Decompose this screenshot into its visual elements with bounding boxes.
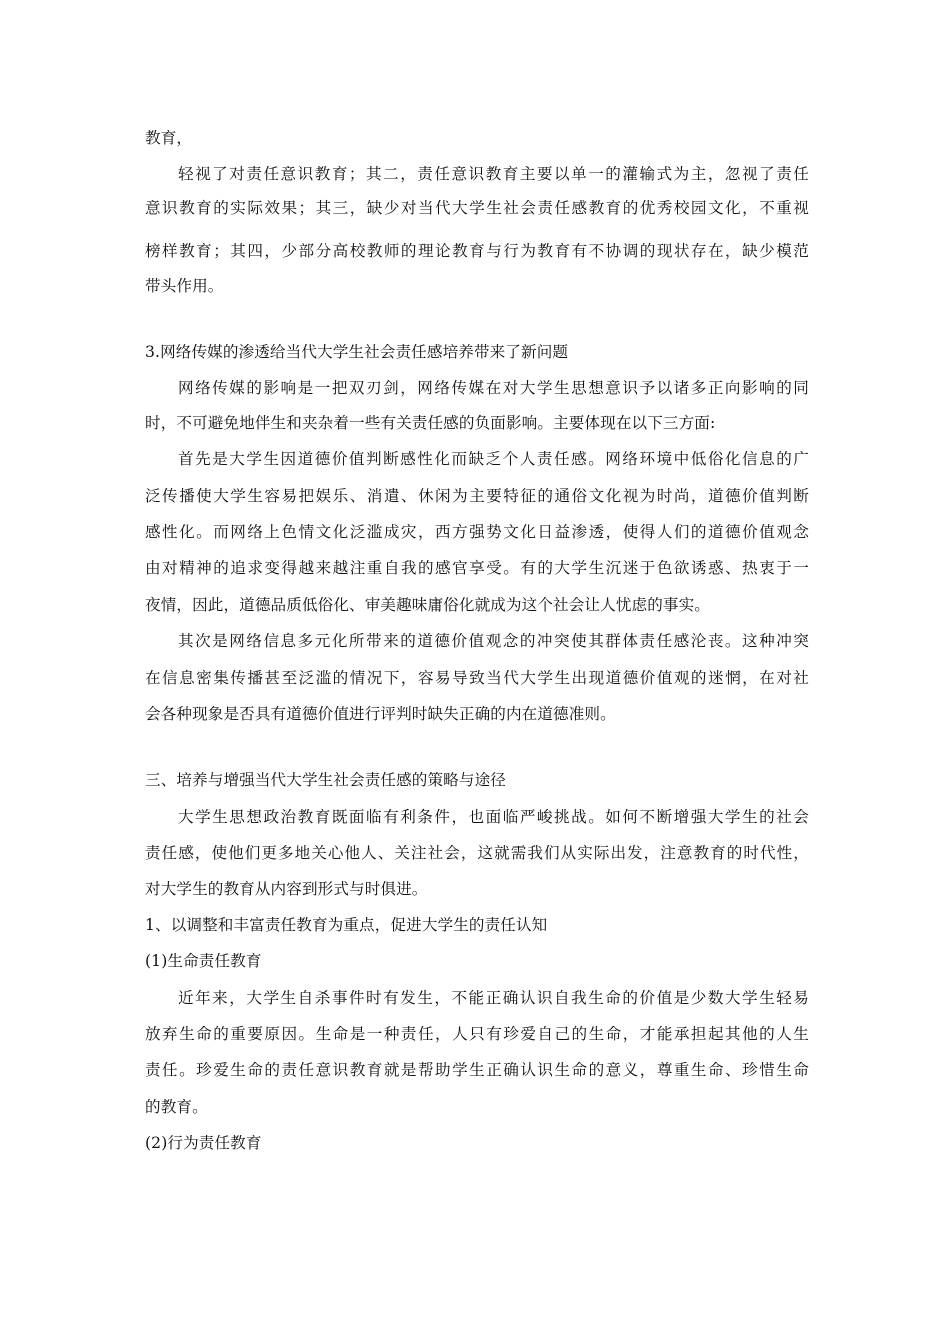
paragraph-line: 网络传媒的影响是一把双刃剑，网络传媒在对大学生思想意识予以诸多正向影响的同	[178, 379, 809, 397]
paragraph-line: 近年来，大学生自杀事件时有发生，不能正确认识自我生命的价值是少数大学生轻易	[178, 989, 809, 1007]
paragraph-line: 的教育。	[145, 1098, 208, 1116]
paragraph-line: 对大学生的教育从内容到形式与时俱进。	[145, 880, 428, 898]
paragraph-line: 责任。珍爱生命的责任意识教育就是帮助学生正确认识生命的意义，尊重生命、珍惜生命	[145, 1061, 809, 1079]
paragraph-line: 感性化。而网络上色情文化泛滥成灾，西方强势文化日益渗透，使得人们的道德价值观念	[145, 523, 809, 541]
paragraph-line: 放弃生命的重要原因。生命是一种责任，人只有珍爱自己的生命，才能承担起其他的人生	[145, 1025, 809, 1043]
paragraph-line: 由对精神的追求变得越来越注重自我的感官享受。有的大学生沉迷于色欲诱惑、热衷于一	[145, 559, 809, 577]
section-heading: 3.网络传媒的渗透给当代大学生社会责任感培养带来了新问题	[145, 343, 569, 361]
paragraph-line: 夜情，因此，道德品质低俗化、审美趣味庸俗化就成为这个社会让人忧虑的事实。	[145, 596, 710, 614]
paragraph-line: 在信息密集传播甚至泛滥的情况下，容易导致当代大学生出现道德价值观的迷惘，在对社	[145, 669, 809, 687]
paragraph-line: 时，不可避免地伴生和夹杂着一些有关责任感的负面影响。主要体现在以下三方面:	[145, 414, 716, 432]
paragraph-line: 意识教育的实际效果；其三，缺少对当代大学生社会责任感教育的优秀校园文化，不重视	[145, 199, 809, 217]
paragraph-line: 榜样教育；其四，少部分高校教师的理论教育与行为教育有不协调的现状存在，缺少模范	[145, 242, 809, 260]
paragraph-line: 大学生思想政治教育既面临有利条件，也面临严峻挑战。如何不断增强大学生的社会	[178, 808, 809, 826]
paragraph-line: 泛传播使大学生容易把娱乐、消遣、休闲为主要特征的通俗文化视为时尚，道德价值判断	[145, 487, 809, 505]
paragraph-line: 轻视了对责任意识教育；其二，责任意识教育主要以单一的灌输式为主，忽视了责任	[178, 165, 809, 183]
subsection-heading: 1、以调整和丰富责任教育为重点，促进大学生的责任认知	[145, 916, 548, 934]
paragraph-line: 会各种现象是否具有道德价值进行评判时缺失正确的内在道德准则。	[145, 705, 616, 723]
paragraph-line: 教育，	[145, 129, 193, 147]
section-heading: 三、培养与增强当代大学生社会责任感的策略与途径	[145, 771, 506, 789]
subsection-heading: (1)生命责任教育	[145, 952, 262, 970]
paragraph-line: 带头作用。	[145, 277, 224, 295]
paragraph-line: 其次是网络信息多元化所带来的道德价值观念的冲突使其群体责任感沦丧。这种冲突	[178, 632, 809, 650]
paragraph-line: 责任感，使他们更多地关心他人、关注社会，这就需我们从实际出发，注意教育的时代性，	[145, 844, 809, 862]
subsection-heading: (2)行为责任教育	[145, 1134, 262, 1152]
paragraph-line: 首先是大学生因道德价值判断感性化而缺乏个人责任感。网络环境中低俗化信息的广	[178, 450, 809, 468]
